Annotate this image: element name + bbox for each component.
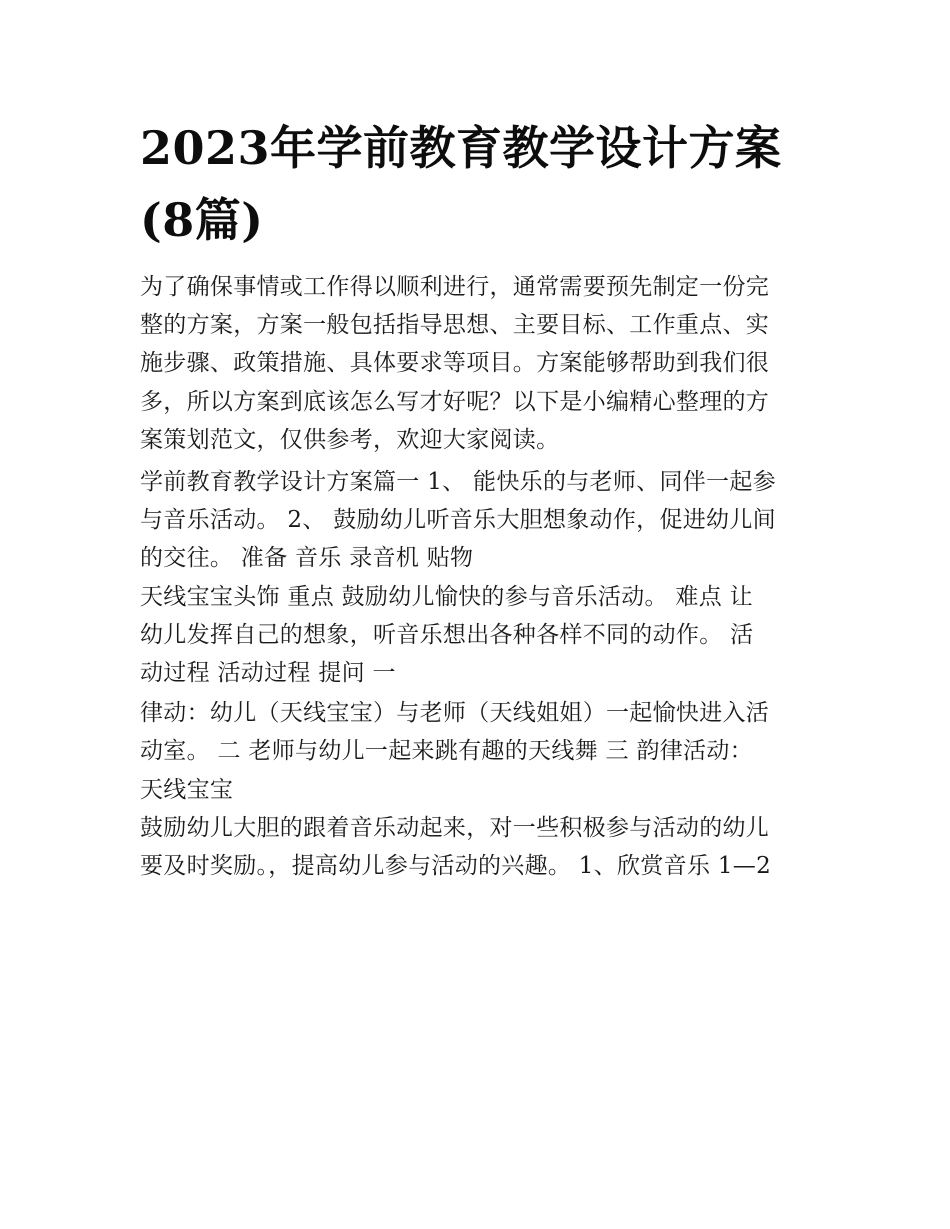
text-line: 动过程 活动过程 提问 一 — [140, 660, 396, 687]
text-line: 律动：幼儿（天线宝宝）与老师（天线姐姐）一起愉快进入活 — [140, 700, 770, 727]
text-line: 天线宝宝 — [140, 776, 234, 803]
text-line: 鼓励幼儿大胆的跟着音乐动起来，对一些积极参与活动的幼儿 — [140, 814, 770, 841]
text-line: 学前教育教学设计方案篇一 1、 能快乐的与老师、同伴一起参 — [140, 469, 776, 496]
text-line: 施步骤、政策措施、具体要求等项目。方案能够帮助到我们很 — [140, 350, 770, 377]
paragraph-section-1-goals — [140, 463, 820, 578]
text-line: 为了确保事情或工作得以顺利进行，通常需要预先制定一份完 — [140, 274, 770, 300]
text-line: 要及时奖励。，提高幼儿参与活动的兴趣。 1、欣赏音乐 1—2 — [140, 853, 772, 880]
text-line: 幼儿发挥自己的想象，听音乐想出各种各样不同的动作。 活 — [140, 621, 754, 648]
text-line: 的交往。 准备 音乐 录音机 贴物 — [140, 545, 474, 572]
paragraph-section-1-rhythm — [140, 694, 820, 809]
text-line: 天线宝宝头饰 重点 鼓励幼儿愉快的参与音乐活动。 难点 让 — [140, 583, 753, 610]
paragraph-section-1-focus — [140, 578, 820, 693]
text-line: 整的方案，方案一般包括指导思想、主要目标、工作重点、实 — [140, 312, 770, 339]
text-line: 动室。 二 老师与幼儿一起来跳有趣的天线舞 三 韵律活动： — [140, 738, 753, 765]
text-line: 多，所以方案到底该怎么写才好呢？以下是小编精心整理的方 — [140, 388, 770, 415]
title-line-1: 2023年学前教育教学设计方案 — [140, 121, 782, 175]
document-page — [140, 112, 820, 885]
paragraph-section-1-encourage — [140, 809, 820, 885]
title-line-2: (8篇) — [140, 193, 264, 247]
paragraph-intro — [140, 268, 820, 459]
text-line: 与音乐活动。 2、 鼓励幼儿听音乐大胆想象动作，促进幼儿间 — [140, 507, 776, 534]
document-title — [140, 112, 820, 256]
text-line: 案策划范文，仅供参考，欢迎大家阅读。 — [140, 426, 560, 453]
